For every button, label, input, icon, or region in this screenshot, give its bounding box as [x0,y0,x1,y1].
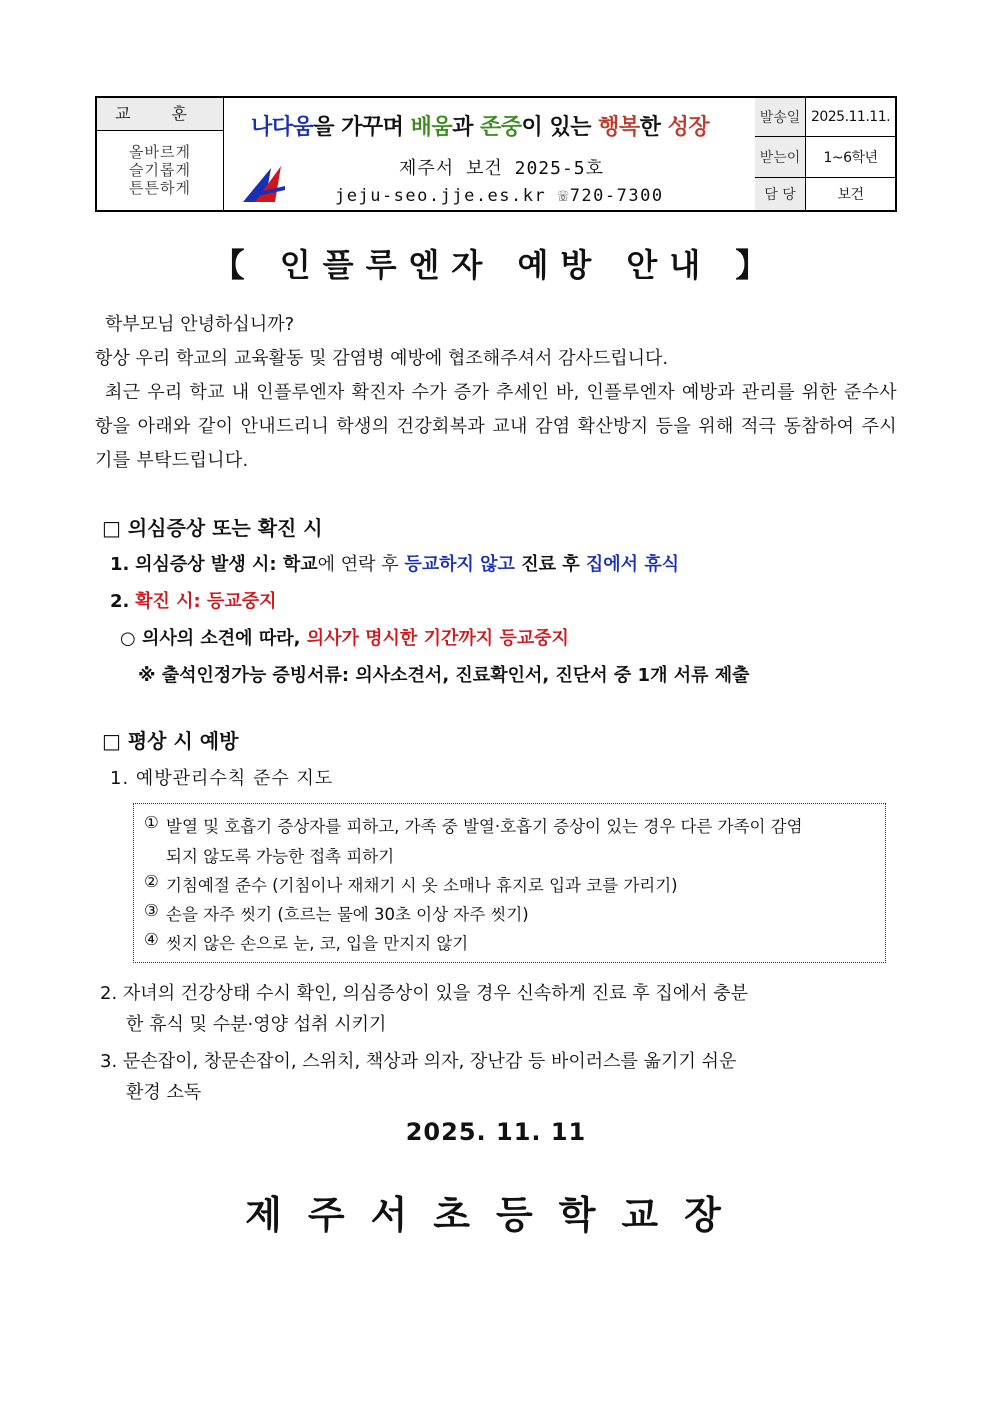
rule-text: 되지 않도록 가능한 접촉 피하기 [166,847,395,866]
info-value: 1~6학년 [823,150,878,166]
rule-mark: ③ [144,901,159,920]
item-number: 3. [100,1051,118,1072]
slogan-part: 한 [639,115,668,140]
slogan-part: 존중 [480,115,522,140]
item-text: 문손잡이, 창문손잡이, 스위치, 책상과 의자, 장난감 등 바이러스를 옮기기 쉬운 [122,1051,737,1072]
section-heading: □ 평상 시 예방 [102,729,239,753]
header-center [223,98,756,210]
rule-mark: ② [144,872,159,891]
section-heading: □ 의심증상 또는 확진 시 [102,516,323,540]
sub-item [120,624,569,650]
list-item: 1. 예방관리수칙 준수 지도 [110,768,334,789]
school-logo-icon [241,164,287,204]
dispatch-info [755,98,895,210]
newsletter-header [95,96,897,212]
item-number: 2. [110,591,130,612]
thanks-text: 항상 우리 학교의 교육활동 및 감염병 예방에 협조해주셔서 감사드립니다. [95,348,669,369]
rule-text: 발열 및 호흡기 증상자를 피하고, 가족 중 발열·호흡기 증상이 있는 경우 다른 가족이 감염 [166,817,803,836]
item-text: 환경 소독 [126,1082,202,1103]
slogan-part: 과 [452,115,481,140]
motto-title: 교 훈 [97,98,223,131]
list-item [110,587,277,613]
list-item [110,550,679,576]
rule-text: 손을 자주 씻기 (흐르는 물에 30초 이상 자주 씻기) [166,905,529,924]
rule-item [144,813,803,836]
intro-body: 최근 우리 학교 내 인플루엔자 확진자 수가 증가 추세인 바, 인플루엔자 예방과 관리를 위한 준수사항을 아래와 같이 안내드리니 학생의 건강회복과 교내 감염 확산방지 등을 위해 적극 동참하여 주시기를 부탁드립니다. [95,382,897,471]
rule-text: 기침예절 준수 (기침이나 재채기 시 옷 소매나 휴지로 입과 코를 가리기) [166,876,678,895]
prevention-rules-box [133,803,886,963]
list-item [100,1047,736,1073]
info-value: 보건 [837,187,864,203]
motto-line: 튼튼하게 [129,179,191,197]
rule-item [144,930,469,953]
slogan-part: 이 있는 [521,115,599,140]
item-text: 자녀의 건강상태 수시 확인, 의심증상이 있을 경우 신속하게 진료 후 집에서 충분 [122,983,748,1004]
item-text: 에 연락 후 [317,554,405,575]
principal-signature: 제주서초등학교장 [245,1193,747,1237]
note-text: ※ 출석인정가능 증빙서류: 의사소견서, 진료확인서, 진단서 중 1개 서류 제출 [138,665,750,686]
page-title: 【 인플루엔자 예방 안내 】 [212,246,780,284]
info-key: 발송일 [755,98,806,136]
motto-line: 슬기롭게 [129,161,191,179]
info-key: 담 당 [755,178,806,210]
info-value: 2025.11.11. [810,109,891,125]
slogan-part: 행복 [598,115,640,140]
greeting: 학부모님 안녕하십니까? [105,314,295,335]
issue-date: 2025. 11. 11 [405,1118,587,1146]
item-text: 진료 후 [514,554,586,575]
rule-mark: ① [144,813,159,832]
info-key: 받는이 [755,137,806,177]
sub-text: ○ 의사의 소견에 따라, [120,628,307,649]
item-emphasis: 등교하지 않고 [404,554,515,575]
item-text: 한 휴식 및 수분·영양 섭취 시키기 [126,1014,387,1035]
motto-line: 올바르게 [129,143,191,161]
item-emphasis: 확진 시: 등교중지 [135,591,277,612]
info-row [755,137,895,178]
issue-number: 제주서 보건 2025-5호 [399,158,605,179]
rule-item [144,872,678,895]
rule-text: 씻지 않은 손으로 눈, 코, 입을 만지지 않기 [166,934,469,953]
item-number: 1. [110,554,130,575]
info-row [755,178,895,210]
school-motto [97,98,224,210]
rule-item [144,901,529,924]
sub-emphasis: 의사가 명시한 기간까지 등교중지 [306,628,569,649]
item-text: 의심증상 발생 시: [135,554,283,575]
list-item [100,979,748,1005]
slogan-part: 을 가꾸며 [313,115,411,140]
slogan-part: 성장 [667,115,710,140]
rule-mark: ④ [144,930,159,949]
school-contact: jeju-seo.jje.es.kr ☏720-7300 [335,186,664,206]
item-emphasis: 집에서 휴식 [585,554,680,575]
item-text: 학교 [282,554,318,575]
slogan-part: 나다움 [251,115,314,140]
slogan-part: 배움 [410,115,453,140]
info-row [755,98,895,137]
school-slogan [251,110,709,141]
item-number: 2. [100,983,118,1004]
